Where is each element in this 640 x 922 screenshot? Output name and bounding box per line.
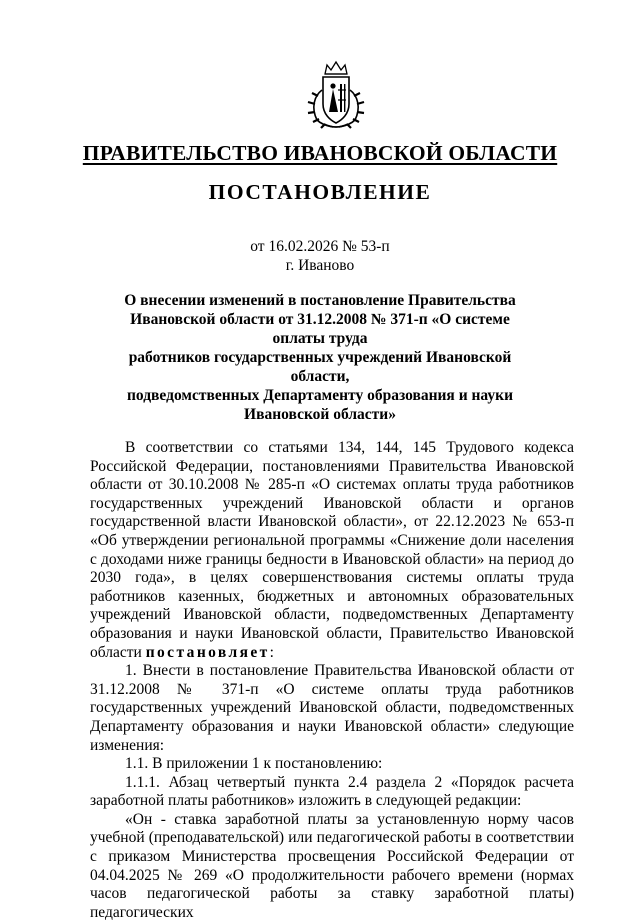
preamble-paragraph <box>90 439 574 662</box>
clause-1: 1. Внести в постановление Правительства Ивановской области от 31.12.2008 № 371-п «О системе оплаты труда работников государственных учреждений Ивановской области, подведомственных Департаменту образования и науки Ивановской области» следующие изменения: <box>90 662 574 754</box>
preamble-text: В соответствии со статьями 134, 144, 145 Трудового кодекса Российской Федерации, постановлениями Правительства Ивановской области от 30.10.2008 № 285-п «О системах оплаты труда работников государственных учреждений Ивановской области и органов государственной власти Ивановской области», от 22.12.2023 № 653-п «Об утверждении региональной программы «Снижение доли населения с доходами ниже границы бедности в Ивановской области» на период до 2030 года», в целях совершенствования системы оплаты труда работников казенных, бюджетных и автономных образовательных учреждений Ивановской области, подведомственных Департаменту образования и науки Ивановской области, Правительство Ивановской области <box>90 439 574 661</box>
subject-line: подведомственных Департаменту образования и науки <box>126 387 514 404</box>
decree-word: постановляет <box>145 643 270 661</box>
subject-line: Ивановской области» <box>244 406 396 423</box>
document-type: ПОСТАНОВЛЕНИЕ <box>208 180 432 204</box>
clause-1-1: 1.1. В приложении 1 к постановлению: <box>125 755 383 773</box>
document-body <box>90 439 574 922</box>
decree-colon: : <box>269 643 274 661</box>
document-date-block <box>0 237 640 275</box>
new-wording-paragraph: «Он - ставка заработной платы за установленную норму часов учебной (преподавательской) или педагогической работы в соответствии с приказом Министерства просвещения Российской Федерации от 04.04.2025 № 269 «О продолжительности рабочего времени (нормах часов педагогической работы за ставку заработной платы) педагогических <box>90 810 574 921</box>
ivanovo-coat-of-arms-icon <box>300 60 372 130</box>
subject-line: О внесении изменений в постановление Правительства <box>124 292 516 309</box>
document-subject <box>110 291 530 424</box>
clause-1-1-1: 1.1.1. Абзац четвертый пункта 2.4 раздела 2 «Порядок расчета заработной платы работников» изложить в следующей редакции: <box>90 773 574 810</box>
subject-line: работников государственных учреждений Ивановской области, <box>128 349 512 385</box>
document-date-number: от 16.02.2026 № 53-п <box>250 238 390 255</box>
subject-line: Ивановской области от 31.12.2008 № 371-п «О системе оплаты труда <box>130 311 510 347</box>
document-city: г. Иваново <box>285 257 355 274</box>
organization-name: ПРАВИТЕЛЬСТВО ИВАНОВСКОЙ ОБЛАСТИ <box>82 141 558 165</box>
